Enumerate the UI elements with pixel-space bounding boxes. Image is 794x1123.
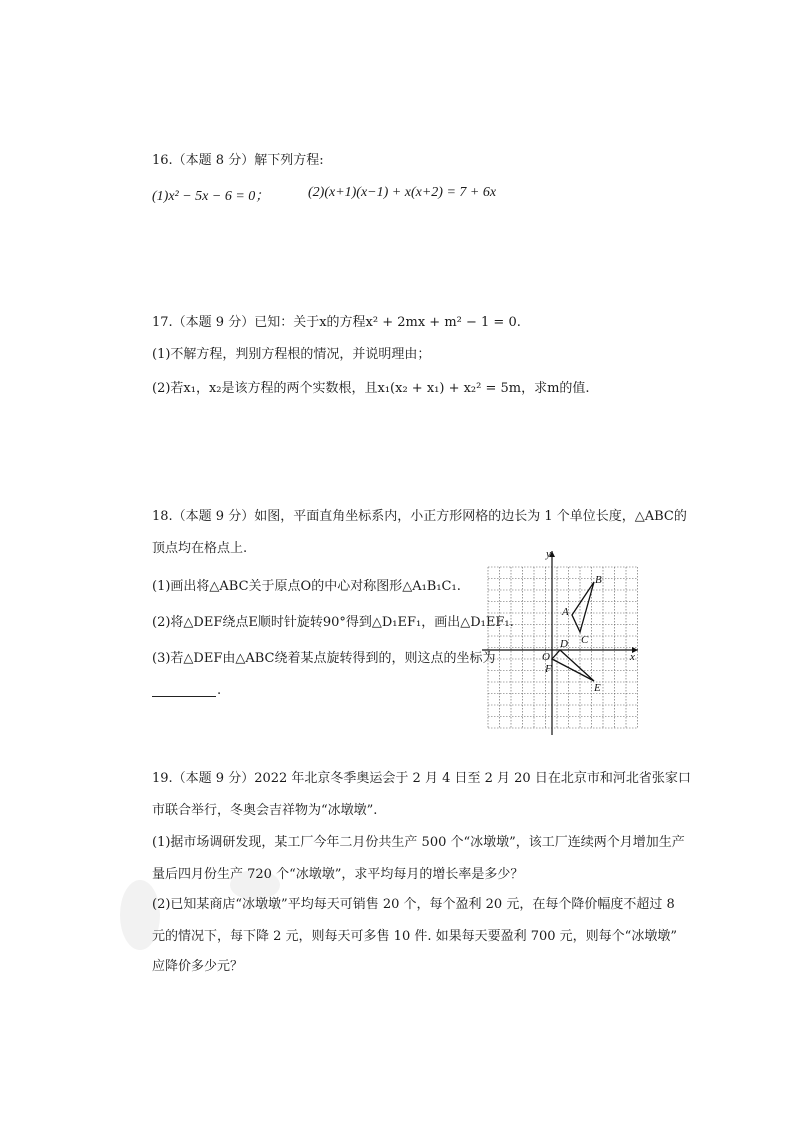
q19-line3: (1)据市场调研发现，某工厂今年二月份共生产 500 个“冰墩墩”，该工厂连续两个月增加生产: [152, 835, 685, 850]
q19-line6: 元的情况下，每下降 2 元，则每天可多售 10 件. 如果每天要盈利 700 元，则每个“冰墩墩”: [152, 929, 677, 944]
q19-line2: 市联合举行，冬奥会吉祥物为“冰墩墩”.: [152, 803, 378, 818]
q17-part1: (1)不解方程，判别方程根的情况，并说明理由；: [152, 347, 431, 362]
q18-part1: (1)画出将△ABC关于原点O的中心对称图形△A₁B₁C₁.: [152, 579, 461, 594]
point-label-f: F: [545, 663, 552, 675]
point-label-c: C: [581, 634, 589, 646]
point-label-b: B: [595, 574, 602, 586]
q18-part3-end: .: [217, 683, 222, 698]
point-label-a: A: [562, 606, 569, 618]
answer-blank[interactable]: [152, 696, 216, 697]
x-axis-label: x: [630, 651, 635, 663]
point-label-e: E: [594, 682, 601, 694]
coordinate-grid-figure: [470, 545, 645, 740]
q16-part1: (1)x² − 5x − 6 = 0；: [152, 189, 270, 204]
q18-title: 18.（本题 9 分）如图，平面直角坐标系内，小正方形网格的边长为 1 个单位长度，△ABC的: [152, 509, 687, 524]
q18-part2: (2)将△DEF绕点E顺时针旋转90°得到△D₁EF₁，画出△D₁EF₁.: [152, 615, 514, 630]
q19-line5: (2)已知某商店“冰墩墩”平均每天可销售 20 个，每个盈利 20 元，在每个降价幅度不超过 8: [152, 897, 675, 912]
y-axis-label: y: [546, 548, 551, 560]
origin-label: O: [542, 651, 550, 663]
point-label-d: D: [560, 638, 568, 650]
q17-title: 17.（本题 9 分）已知：关于x的方程x² + 2mx + m² − 1 = 0.: [152, 315, 521, 330]
q18-part3: (3)若△DEF由△ABC绕着某点旋转得到的，则这点的坐标为: [152, 651, 496, 666]
q16-title: 16.（本题 8 分）解下列方程:: [152, 153, 324, 168]
q19-line4: 量后四月份生产 720 个“冰墩墩”，求平均每月的增长率是多少？: [152, 867, 524, 882]
triangle-def: [552, 650, 594, 681]
q19-line7: 应降价多少元？: [152, 959, 244, 974]
q19-line1: 19.（本题 9 分）2022 年北京冬季奥运会于 2 月 4 日至 2 月 20 日在北京市和河北省张家口: [152, 771, 691, 786]
q16-part2: (2)(x+1)(x−1) + x(x+2) = 7 + 6x: [308, 185, 497, 200]
q17-part2: (2)若x₁，x₂是该方程的两个实数根，且x₁(x₂ + x₁) + x₂² = 5m，求m的值.: [152, 381, 590, 396]
q18-title-cont: 顶点均在格点上.: [152, 541, 248, 556]
